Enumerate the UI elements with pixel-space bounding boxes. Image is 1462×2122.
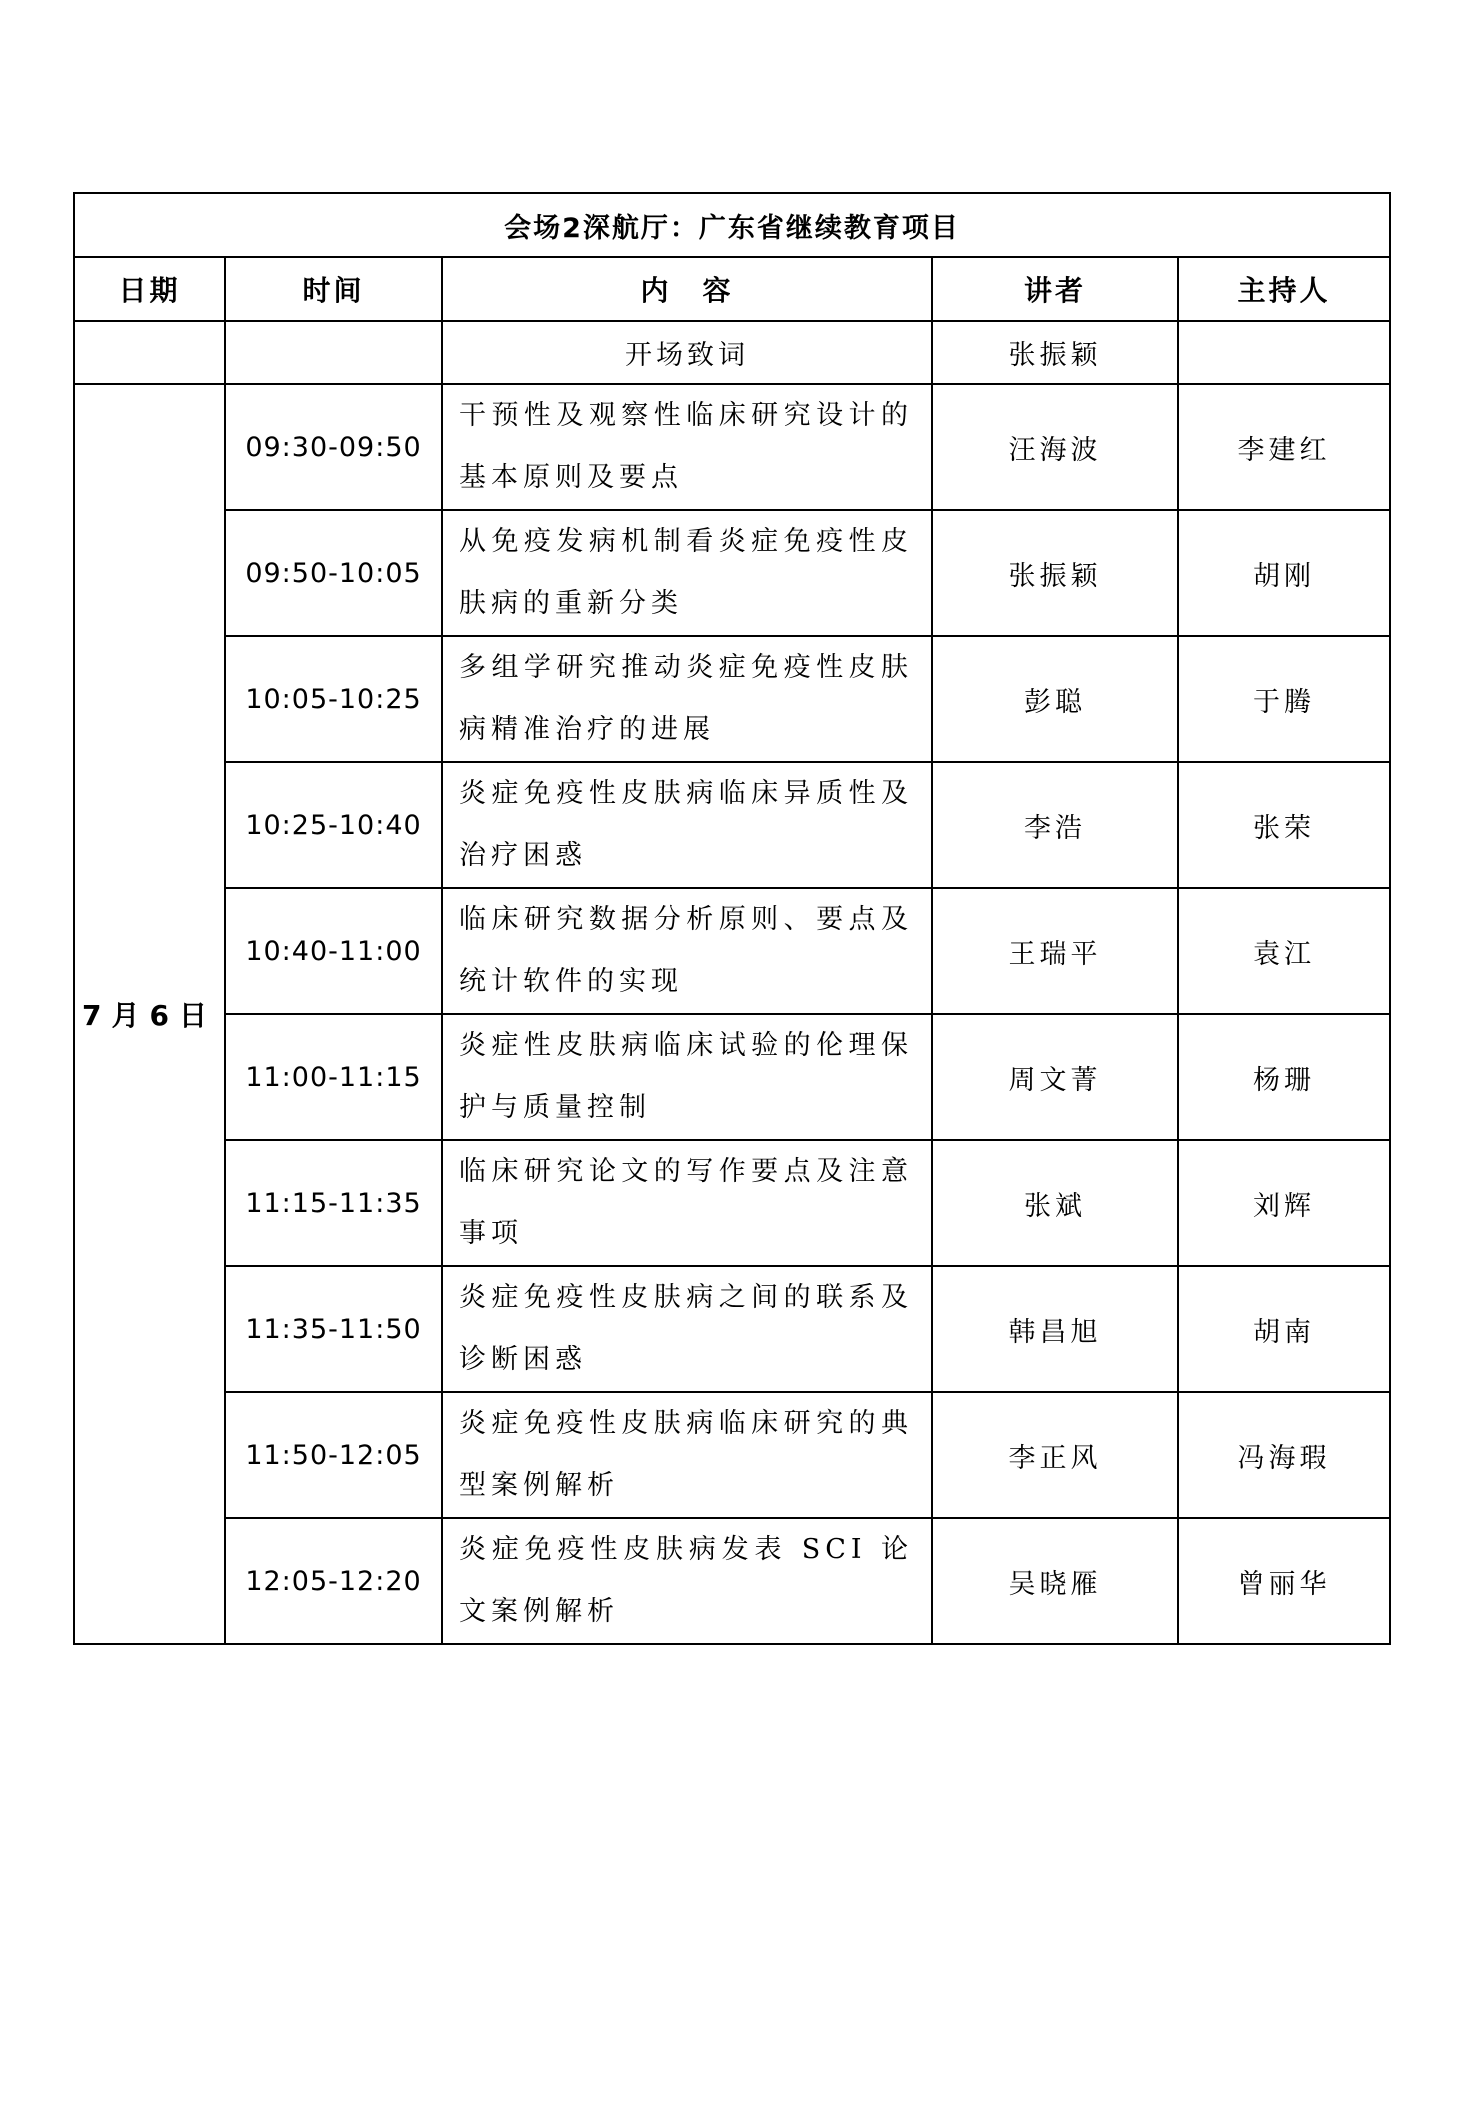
session-time: 11:50-12:05 [225,1392,442,1518]
session-row [74,636,1390,762]
session-topic: 干预性及观察性临床研究设计的基本原则及要点 [442,384,932,510]
header-date: 日期 [74,257,225,321]
title-row [74,193,1390,257]
session-host: 于腾 [1178,636,1390,762]
session-host: 张荣 [1178,762,1390,888]
schedule-table [73,192,1391,1645]
session-speaker: 韩昌旭 [932,1266,1178,1392]
session-host: 胡刚 [1178,510,1390,636]
session-speaker: 张斌 [932,1140,1178,1266]
venue-title: 会场2深航厅：广东省继续教育项目 [74,193,1390,257]
session-host: 胡南 [1178,1266,1390,1392]
session-topic: 多组学研究推动炎症免疫性皮肤病精准治疗的进展 [442,636,932,762]
session-time: 11:15-11:35 [225,1140,442,1266]
session-row [74,1140,1390,1266]
session-host: 李建红 [1178,384,1390,510]
session-speaker: 李正风 [932,1392,1178,1518]
session-time: 11:35-11:50 [225,1266,442,1392]
session-row [74,510,1390,636]
session-speaker: 彭聪 [932,636,1178,762]
session-time: 11:00-11:15 [225,1014,442,1140]
header-row [74,257,1390,321]
session-date: 7月6日 [74,384,225,1644]
opening-host-cell [1178,321,1390,384]
session-host: 杨珊 [1178,1014,1390,1140]
session-topic: 临床研究数据分析原则、要点及统计软件的实现 [442,888,932,1014]
session-row [74,384,1390,510]
session-time: 09:30-09:50 [225,384,442,510]
session-speaker: 王瑞平 [932,888,1178,1014]
session-topic: 炎症免疫性皮肤病之间的联系及诊断困惑 [442,1266,932,1392]
session-row [74,1014,1390,1140]
session-host: 刘辉 [1178,1140,1390,1266]
session-host: 曾丽华 [1178,1518,1390,1644]
session-speaker: 周文菁 [932,1014,1178,1140]
opening-date-cell [74,321,225,384]
session-row [74,762,1390,888]
session-time: 10:05-10:25 [225,636,442,762]
opening-row [74,321,1390,384]
session-time: 09:50-10:05 [225,510,442,636]
session-speaker: 李浩 [932,762,1178,888]
header-host: 主持人 [1178,257,1390,321]
session-row [74,1518,1390,1644]
session-time: 12:05-12:20 [225,1518,442,1644]
session-row [74,888,1390,1014]
session-topic: 炎症性皮肤病临床试验的伦理保护与质量控制 [442,1014,932,1140]
opening-time-cell [225,321,442,384]
session-speaker: 吴晓雁 [932,1518,1178,1644]
header-speaker: 讲者 [932,257,1178,321]
session-topic: 炎症免疫性皮肤病发表 SCI 论文案例解析 [442,1518,932,1644]
session-topic: 炎症免疫性皮肤病临床研究的典型案例解析 [442,1392,932,1518]
header-time: 时间 [225,257,442,321]
session-topic: 临床研究论文的写作要点及注意事项 [442,1140,932,1266]
session-topic: 炎症免疫性皮肤病临床异质性及治疗困惑 [442,762,932,888]
session-host: 袁江 [1178,888,1390,1014]
session-topic: 从免疫发病机制看炎症免疫性皮肤病的重新分类 [442,510,932,636]
session-row [74,1392,1390,1518]
session-time: 10:40-11:00 [225,888,442,1014]
session-time: 10:25-10:40 [225,762,442,888]
session-speaker: 张振颖 [932,510,1178,636]
session-speaker: 汪海波 [932,384,1178,510]
opening-content: 开场致词 [442,321,932,384]
header-content: 内 容 [442,257,932,321]
session-row [74,1266,1390,1392]
session-host: 冯海瑕 [1178,1392,1390,1518]
opening-speaker: 张振颖 [932,321,1178,384]
